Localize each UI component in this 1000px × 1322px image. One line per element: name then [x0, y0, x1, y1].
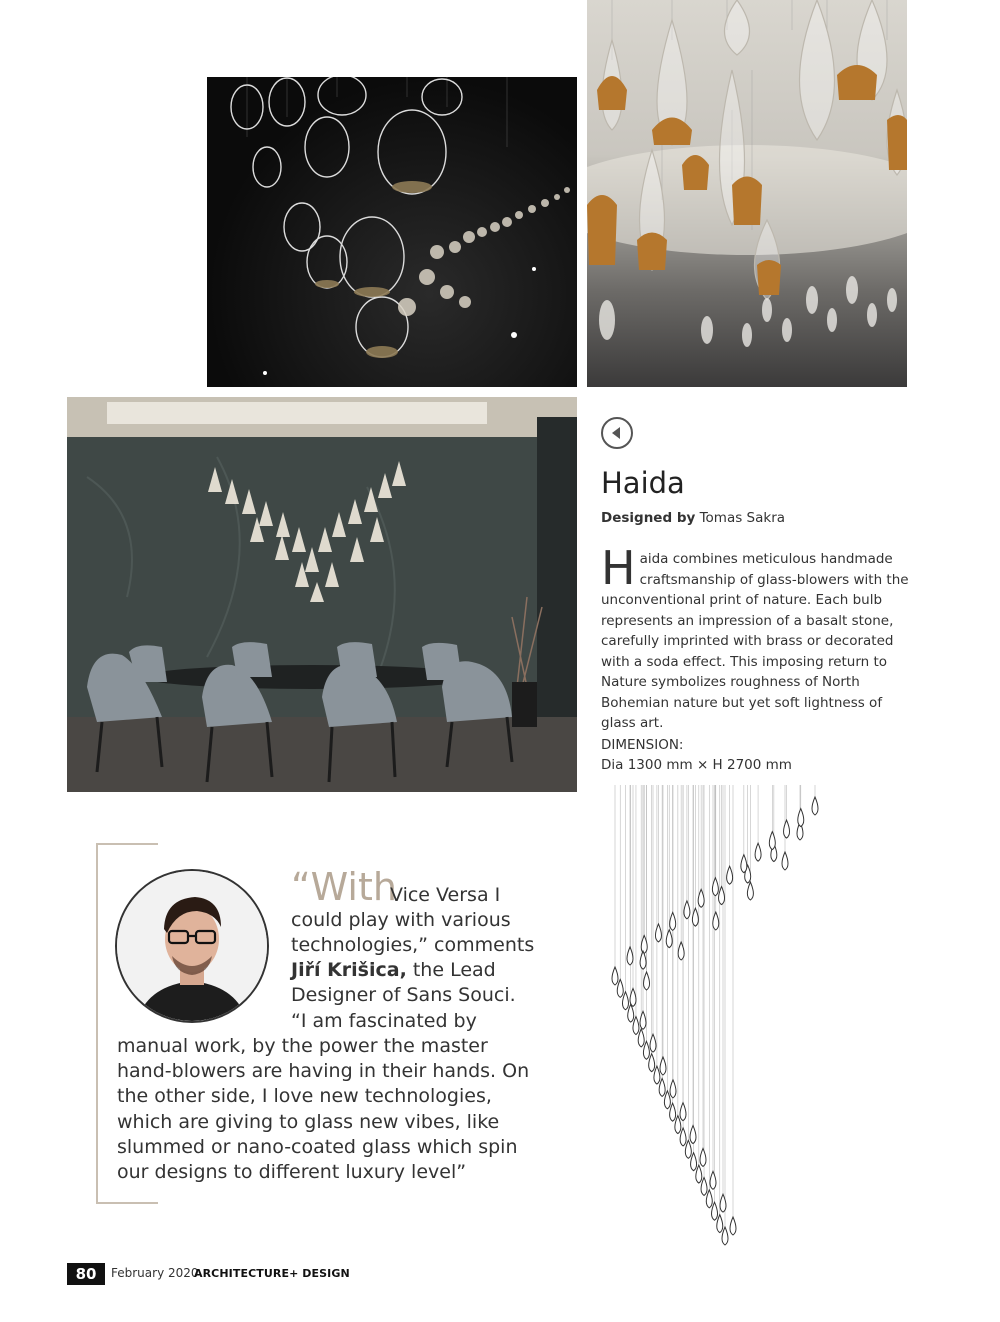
pendant-bulb: [664, 1091, 670, 1109]
pendant-bulb: [701, 1177, 707, 1195]
avatar: [115, 869, 269, 1023]
quote-line: hand-blowers are having in their hands. On: [117, 1060, 530, 1082]
portrait-illustration: [117, 871, 267, 1021]
chandelier-technical-drawing: [590, 785, 840, 1265]
quote-line: “I am fascinated by: [291, 1010, 477, 1032]
quote-line: slummed or nano-coated glass which spin: [117, 1136, 518, 1158]
quote-line: Vice Versa I: [390, 884, 501, 906]
pendant-bulb: [717, 1215, 723, 1233]
pendant-bulb: [730, 1217, 736, 1235]
pendant-bulb: [650, 1034, 656, 1052]
pendant-bulb: [670, 1103, 676, 1121]
triangle-left-icon: [610, 426, 624, 440]
issue-date: February 2020: [111, 1266, 199, 1280]
dining-room-photo: [67, 397, 577, 792]
pendant-bulb: [755, 843, 761, 861]
pendant-bulb: [644, 972, 650, 990]
pendant-bulb: [727, 866, 733, 884]
pendant-bulb: [659, 1078, 665, 1096]
quote-line: Designer of Sans Souci.: [291, 984, 516, 1006]
pendant-bulb: [690, 1126, 696, 1144]
chandelier-photo-dark-illustration: [207, 77, 577, 387]
product-title: Haida: [601, 466, 685, 500]
quote-line: the other side, I love new technologies,: [117, 1085, 492, 1107]
quote-opening-word: “With: [291, 865, 397, 909]
pendant-bulb: [812, 797, 818, 815]
pendant-bulb: [798, 809, 804, 827]
pendant-bulb: [633, 1017, 639, 1035]
designed-by-label: Designed by: [601, 510, 696, 526]
dining-room-illustration: [67, 397, 577, 792]
pendant-bulb: [685, 1140, 691, 1158]
drop-cap: H: [601, 541, 636, 595]
pendant-bulb: [670, 1080, 676, 1098]
pendant-bulb: [706, 1190, 712, 1208]
pendant-bulb: [712, 1202, 718, 1220]
bulbs-closeup-illustration: [587, 0, 907, 387]
quote-line: our designs to different luxury level”: [117, 1161, 467, 1183]
pendant-bulb: [713, 912, 719, 930]
pendant-bulb: [655, 924, 661, 942]
pendant-bulb: [617, 979, 623, 997]
dimension-label: DIMENSION:: [601, 737, 684, 753]
quote-line-rest: the Lead: [406, 959, 496, 981]
page-number: 80: [67, 1263, 105, 1285]
pendant-bulb: [700, 1148, 706, 1166]
pendant-bulb: [670, 912, 676, 930]
pendant-bulb: [719, 887, 725, 905]
pendant-bulb: [722, 1227, 728, 1245]
chandelier-photo-dark: [207, 77, 577, 387]
dimension-value: Dia 1300 mm × H 2700 mm: [601, 757, 792, 773]
pendant-bulb: [696, 1165, 702, 1183]
pendant-bulb: [741, 855, 747, 873]
quote-line: which are giving to glass new vibes, like: [117, 1111, 500, 1133]
pendant-bulb: [675, 1116, 681, 1134]
product-description: [601, 541, 916, 734]
pendant-bulb: [684, 901, 690, 919]
pendant-bulb: [660, 1057, 666, 1075]
quote-line: technologies,” comments: [291, 934, 535, 956]
chandelier-drawing-svg: [590, 785, 840, 1265]
bulbs-closeup-photo: [587, 0, 907, 387]
pendant-bulb: [769, 832, 775, 850]
pendant-bulb: [643, 1041, 649, 1059]
pendant-bulb: [747, 882, 753, 900]
pendant-bulb: [680, 1128, 686, 1146]
designer-name: Tomas Sakra: [699, 510, 786, 526]
pendant-bulb: [654, 1066, 660, 1084]
pendant-bulb: [622, 992, 628, 1010]
quote-line: manual work, by the power the master: [117, 1035, 488, 1057]
pendant-bulb: [784, 820, 790, 838]
description-text: aida combines meticulous handmade craftsmanship of glass-blowers with the unconventional print of nature. Each bulb represents an impression of a basalt stone, carefully imprinted with brass or decorated with a soda effect. This imposing return to Nature symbolizes roughness of North Bohemian nature but yet soft lightness of glass art.: [601, 551, 909, 731]
pendant-bulb: [649, 1054, 655, 1072]
magazine-name: ARCHITECTURE+ DESIGN: [194, 1267, 350, 1280]
pendant-bulb: [691, 1153, 697, 1171]
pendant-bulb: [627, 947, 633, 965]
pendant-bulb: [680, 1103, 686, 1121]
quoted-person-name: Jiří Krišica,: [291, 959, 407, 981]
pendant-bulb: [638, 1029, 644, 1047]
pendant-bulb: [782, 852, 788, 870]
designed-by-line: [601, 510, 785, 526]
back-arrow-button[interactable]: [601, 417, 633, 449]
pendant-bulb: [710, 1171, 716, 1189]
quote-line-attribution: [291, 958, 496, 983]
quote-line: could play with various: [291, 909, 511, 931]
pendant-bulb: [612, 967, 618, 985]
